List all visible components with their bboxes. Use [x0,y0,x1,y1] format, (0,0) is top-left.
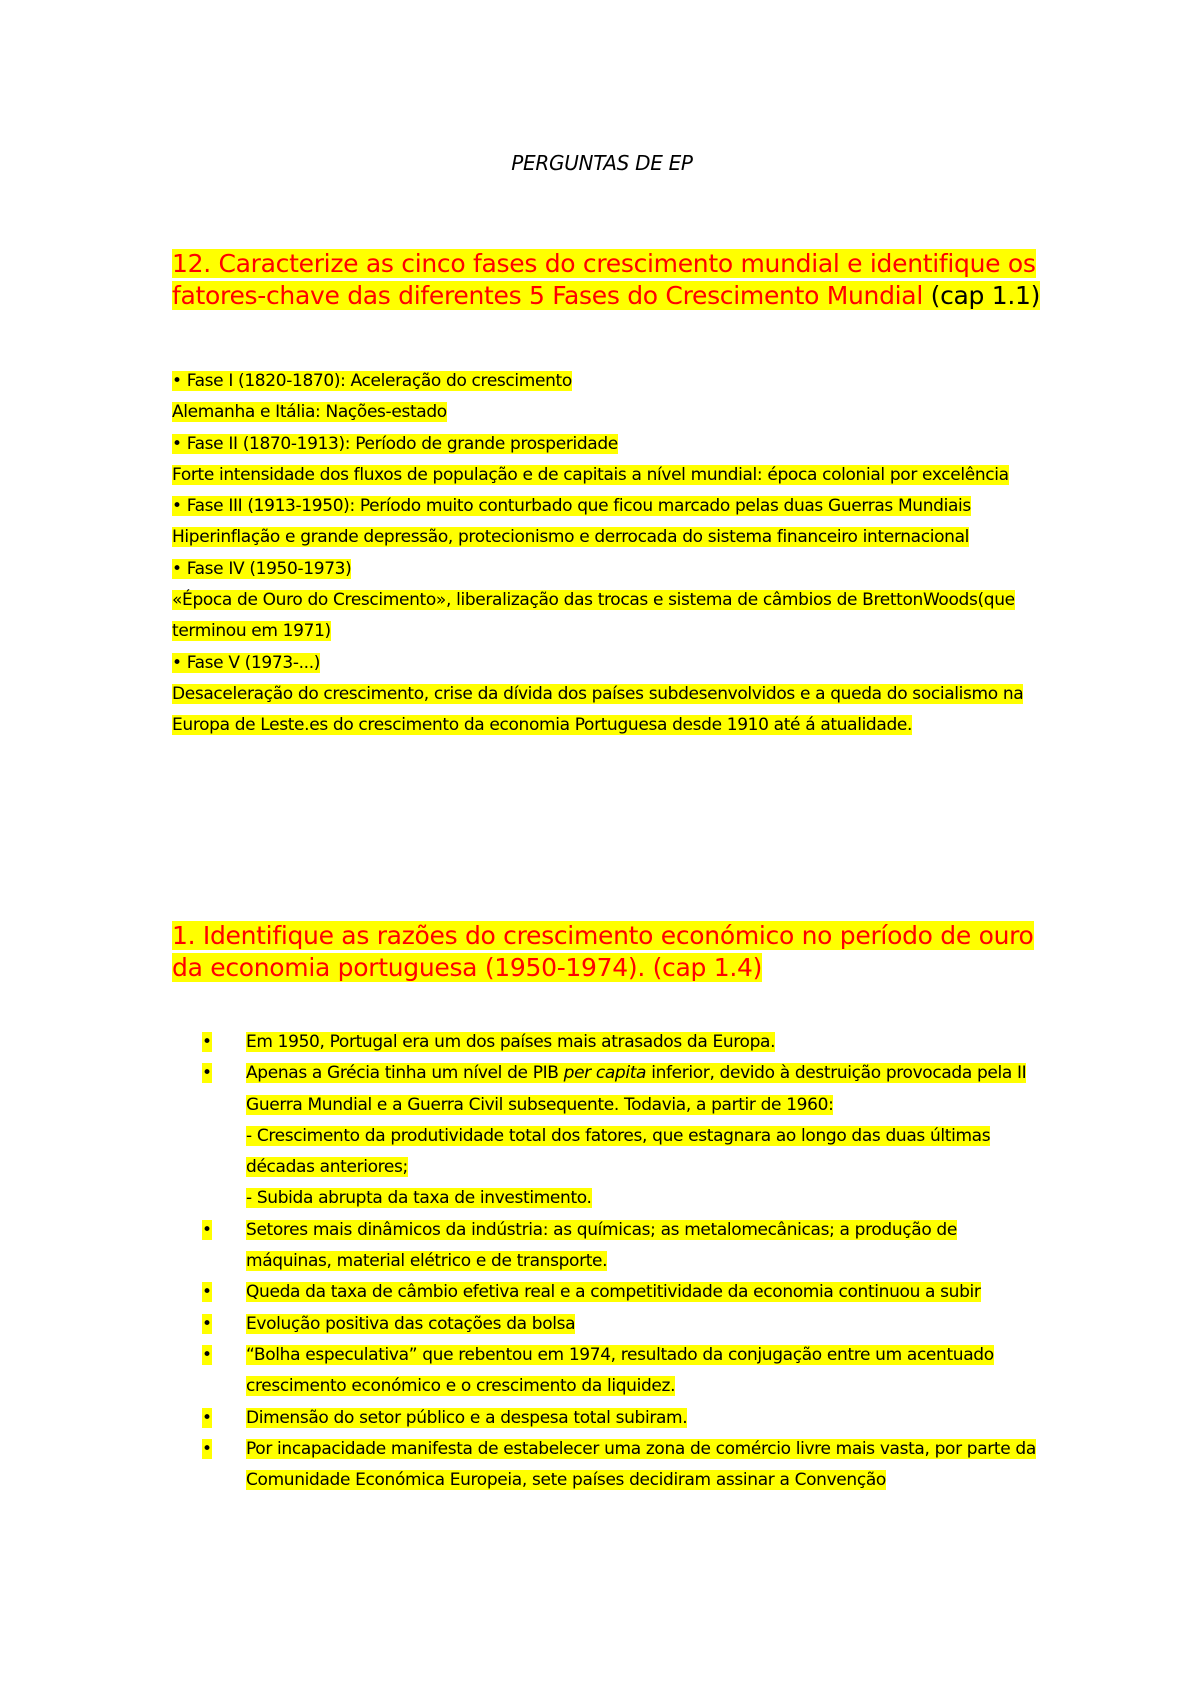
phase-4-title: • Fase IV (1950-1973) [172,558,352,579]
bullet-icon: • [202,1407,212,1428]
bullet-icon: • [202,1438,212,1459]
sub-point-investment: - Subida abrupta da taxa de investimento. [246,1188,592,1209]
question-1-answer-list [172,1027,1042,1496]
phase-5-title: • Fase V (1973-...) [172,652,321,673]
list-item: • Queda da taxa de câmbio efetiva real e a competitividade da economia continuou a subir [172,1277,1042,1308]
page-title: PERGUNTAS DE EP [511,151,693,175]
phase-1-title: • Fase I (1820-1870): Aceleração do crescimento [172,371,572,391]
phase-3-detail: Hiperinflação e grande depressão, protecionismo e derrocada do sistema financeiro internacional [172,527,970,548]
list-item: • Evolução positiva das cotações da bolsa [172,1309,1042,1340]
list-item: • Setores mais dinâmicos da indústria: as químicas; as metalomecânicas; a produção de máquinas, material elétrico e de transporte. [172,1215,1042,1278]
question-12-answer [172,366,1042,742]
sub-point-productivity: - Crescimento da produtividade total dos fatores, que estagnara ao longo das duas últimas décadas anteriores; [246,1125,991,1178]
bullet-icon: • [202,1219,212,1240]
question-12-ref-open: ( [922,281,941,310]
bullet-icon: • [202,1344,212,1365]
question-1-heading-text: 1. Identifique as razões do crescimento económico no período de ouro da economia portuguesa (1950-1974). (cap 1.4) [172,921,1034,982]
bullet-icon: • [202,1032,212,1052]
list-item: • Por incapacidade manifesta de estabelecer uma zona de comércio livre mais vasta, por parte da Comunidade Económica Europeia, sete países decidiram assinar a Convenção [172,1434,1042,1497]
list-item: • “Bolha especulativa” que rebentou em 1974, resultado da conjugação entre um acentuado crescimento económico e o crescimento da liquidez. [172,1340,1042,1403]
list-item [172,1058,1042,1214]
list-item: • Dimensão do setor público e a despesa total subiram. [172,1403,1042,1434]
list-item: • Em 1950, Portugal era um dos países mais atrasados da Europa. [172,1027,1042,1058]
question-12-chapter-ref: cap 1.1 [940,281,1031,310]
bullet-icon: • [202,1313,212,1334]
bullet-icon: • [202,1063,212,1084]
phase-2-title: • Fase II (1870-1913): Período de grande prosperidade [172,433,618,454]
question-12-ref-close: ) [1030,281,1041,310]
phase-2-detail: Forte intensidade dos fluxos de população e de capitais a nível mundial: época colonial por excelência [172,464,1009,485]
phase-3-title: • Fase III (1913-1950): Período muito conturbado que ficou marcado pelas duas Guerras Mundiais [172,496,971,517]
list-item-text: Apenas a Grécia tinha um nível de PIB per capita inferior, devido à destruição provocada pela II Guerra Mundial e a Guerra Civil subsequente. Todavia, a partir de 1960: [246,1063,1027,1115]
bullet-icon: • [202,1282,212,1303]
question-1-heading [172,920,1042,984]
question-12-heading [172,248,1042,312]
phase-5-detail: Desaceleração do crescimento, crise da dívida dos países subdesenvolvidos e a queda do socialismo na Europa de Leste.es do crescimento da economia Portuguesa desde 1910 até á atualidade. [172,683,1024,736]
question-12-heading-text: 12. Caracterize as cinco fases do crescimento mundial e identifique os fatores-chave das diferentes 5 Fases do Crescimento Mundial [172,249,1036,310]
phase-1-detail: Alemanha e Itália: Nações-estado [172,402,447,423]
phase-4-detail: «Época de Ouro do Crescimento», liberalização das trocas e sistema de câmbios de BrettonWoods(que terminou em 1971) [172,590,1015,642]
